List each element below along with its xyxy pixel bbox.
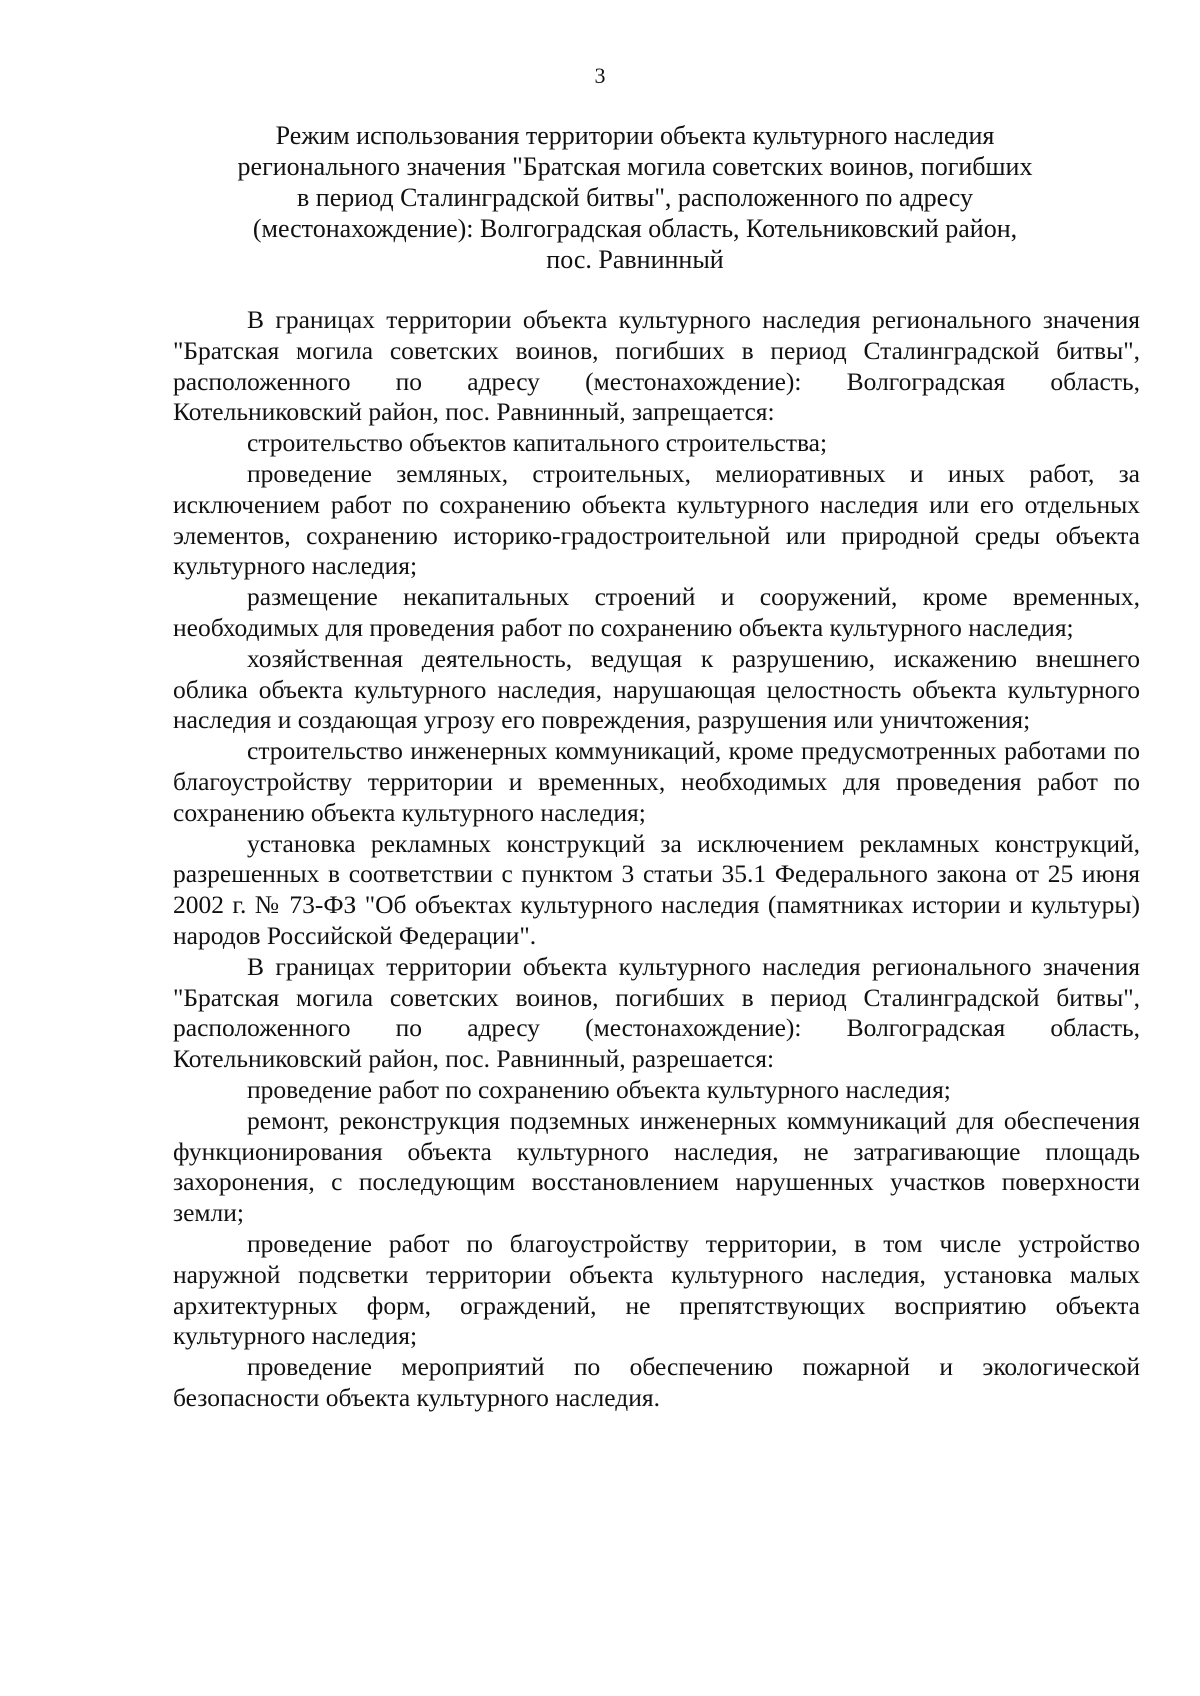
- paragraph: проведение земляных, строительных, мелиоративных и иных работ, за исключением работ по сохранению объекта культурного наследия или его отдельных элементов, сохранению историко-градостроительной или природной среды объекта культурного наследия;: [173, 458, 1140, 581]
- paragraph: строительство инженерных коммуникаций, кроме предусмотренных работами по благоустройству территории и временных, необходимых для проведения работ по сохранению объекта культурного наследия;: [173, 736, 1140, 827]
- paragraph: размещение некапитальных строений и сооружений, кроме временных, необходимых для проведения работ по сохранению объекта культурного наследия;: [173, 582, 1140, 642]
- paragraph: проведение мероприятий по обеспечению пожарной и экологической безопасности объекта культурного наследия.: [173, 1352, 1140, 1412]
- paragraph: хозяйственная деятельность, ведущая к разрушению, искажению внешнего облика объекта культурного наследия, нарушающая целостность объекта культурного наследия и создающая угрозу его повреждения, разрушения или уничтожения;: [173, 643, 1140, 735]
- paragraph-permissions-intro: В границах территории объекта культурного наследия регионального значения "Братская могила советских воинов, погибших в период Сталинградской битвы", расположенного по адресу (местонахождение): Волгоградская область, Котельниковский район, пос. Равнинный, разрешается:: [173, 951, 1140, 1074]
- title-line: регионального значения "Братская могила советских воинов, погибших: [237, 152, 1033, 181]
- paragraph: строительство объектов капитального строительства;: [247, 428, 828, 458]
- paragraph: проведение работ по благоустройству территории, в том числе устройство наружной подсветки территории объекта культурного наследия, установка малых архитектурных форм, ограждений, не препятствующих восприятию объекта культурного наследия;: [173, 1228, 1140, 1351]
- title-line: пос. Равнинный: [546, 245, 724, 274]
- title-line: в период Сталинградской битвы", расположенного по адресу: [297, 183, 973, 212]
- document-body: [173, 305, 1140, 1414]
- paragraph-prohibitions-intro: В границах территории объекта культурного наследия регионального значения "Братская могила советских воинов, погибших в период Сталинградской битвы", расположенного по адресу (местонахождение): Волгоградская область, Котельниковский район, пос. Равнинный, запрещается:: [173, 305, 1140, 427]
- paragraph: проведение работ по сохранению объекта культурного наследия;: [247, 1074, 951, 1104]
- paragraph: установка рекламных конструкций за исключением рекламных конструкций, разрешенных в соответствии с пунктом 3 статьи 35.1 Федерального закона от 25 июня 2002 г. № 73-ФЗ "Об объектах культурного наследия (памятниках истории и культуры) народов Российской Федерации".: [173, 828, 1140, 950]
- title-line: (местонахождение): Волгоградская область, Котельниковский район,: [252, 214, 1018, 243]
- title-line: Режим использования территории объекта культурного наследия: [275, 121, 995, 150]
- page-number: 3: [594, 63, 606, 88]
- document-title: [170, 120, 1100, 275]
- paragraph: ремонт, реконструкция подземных инженерных коммуникаций для обеспечения функционирования объекта культурного наследия, не затрагивающие площадь захоронения, с последующим восстановлением нарушенных участков поверхности земли;: [173, 1105, 1140, 1228]
